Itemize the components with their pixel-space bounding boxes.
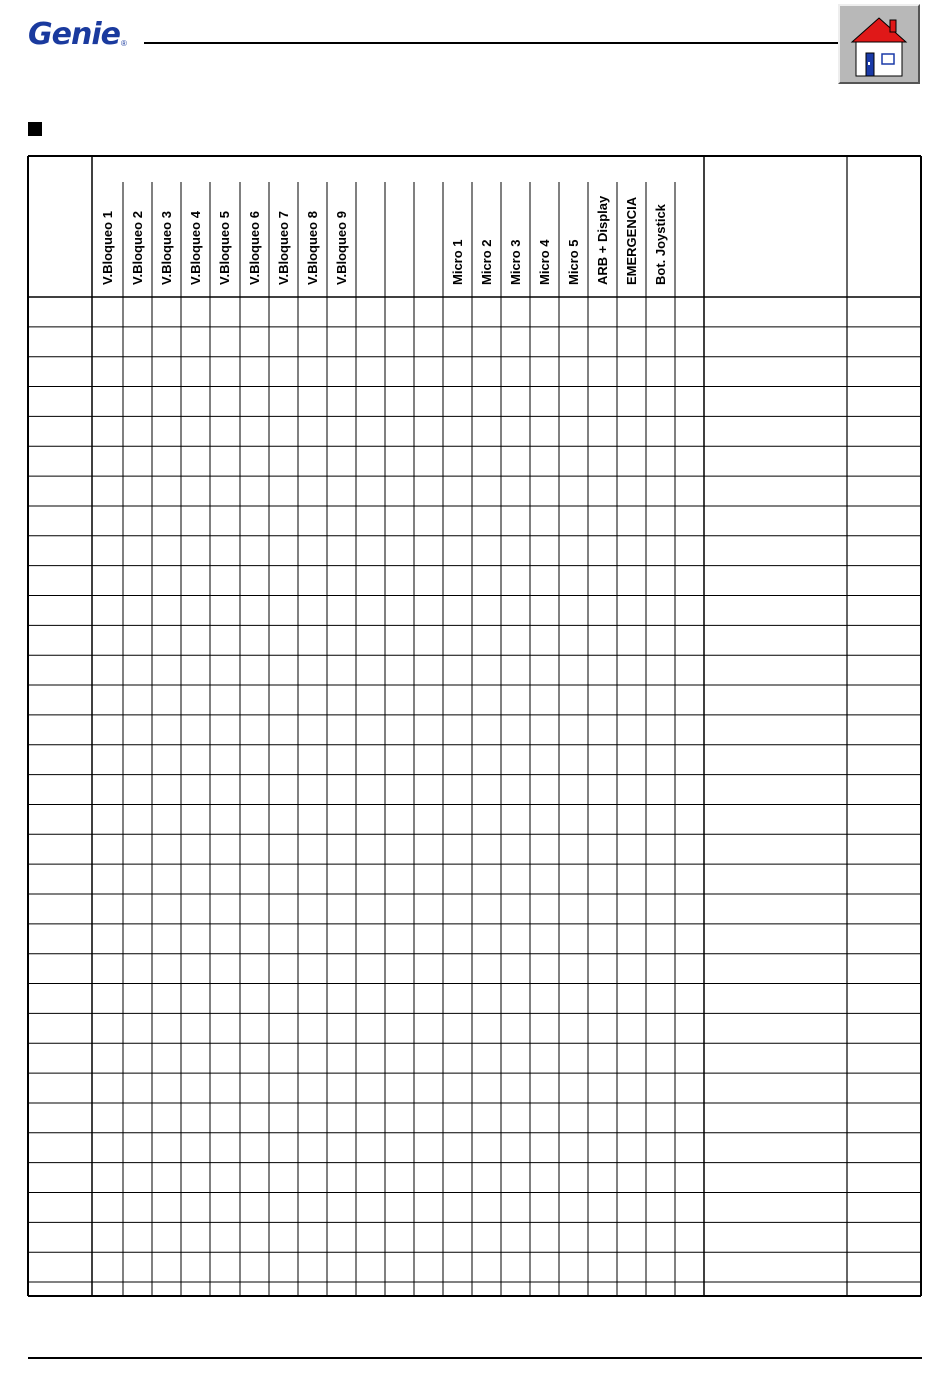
section-bullet bbox=[28, 122, 42, 136]
column-header: V.Bloqueo 4 bbox=[187, 211, 203, 285]
column-header: Micro 1 bbox=[449, 239, 465, 285]
column-header: Micro 4 bbox=[536, 239, 552, 285]
footer-rule bbox=[28, 1357, 922, 1359]
column-header: V.Bloqueo 5 bbox=[217, 211, 232, 285]
logo-text: Genie bbox=[28, 17, 120, 52]
column-header: Micro 2 bbox=[478, 239, 494, 285]
column-header: V.Bloqueo 3 bbox=[158, 211, 174, 285]
home-button[interactable] bbox=[838, 4, 920, 84]
registered-mark: ® bbox=[120, 39, 127, 48]
column-header: V.Bloqueo 1 bbox=[99, 211, 115, 285]
column-header: V.Bloqueo 6 bbox=[246, 211, 262, 285]
column-header: Micro 3 bbox=[507, 239, 523, 285]
column-header: Micro 5 bbox=[565, 239, 581, 285]
column-header: V.Bloqueo 8 bbox=[304, 211, 320, 285]
column-header: EMERGENCIA bbox=[623, 196, 639, 285]
header-rule bbox=[144, 42, 838, 44]
column-header: Bot. Joystick bbox=[652, 204, 668, 285]
column-header: V.Bloqueo 9 bbox=[333, 211, 349, 285]
home-icon bbox=[846, 12, 912, 78]
column-header: ARB + Display bbox=[594, 195, 610, 285]
column-header: V.Bloqueo 2 bbox=[129, 211, 145, 285]
genie-logo bbox=[28, 12, 127, 52]
column-header: V.Bloqueo 7 bbox=[275, 211, 291, 285]
